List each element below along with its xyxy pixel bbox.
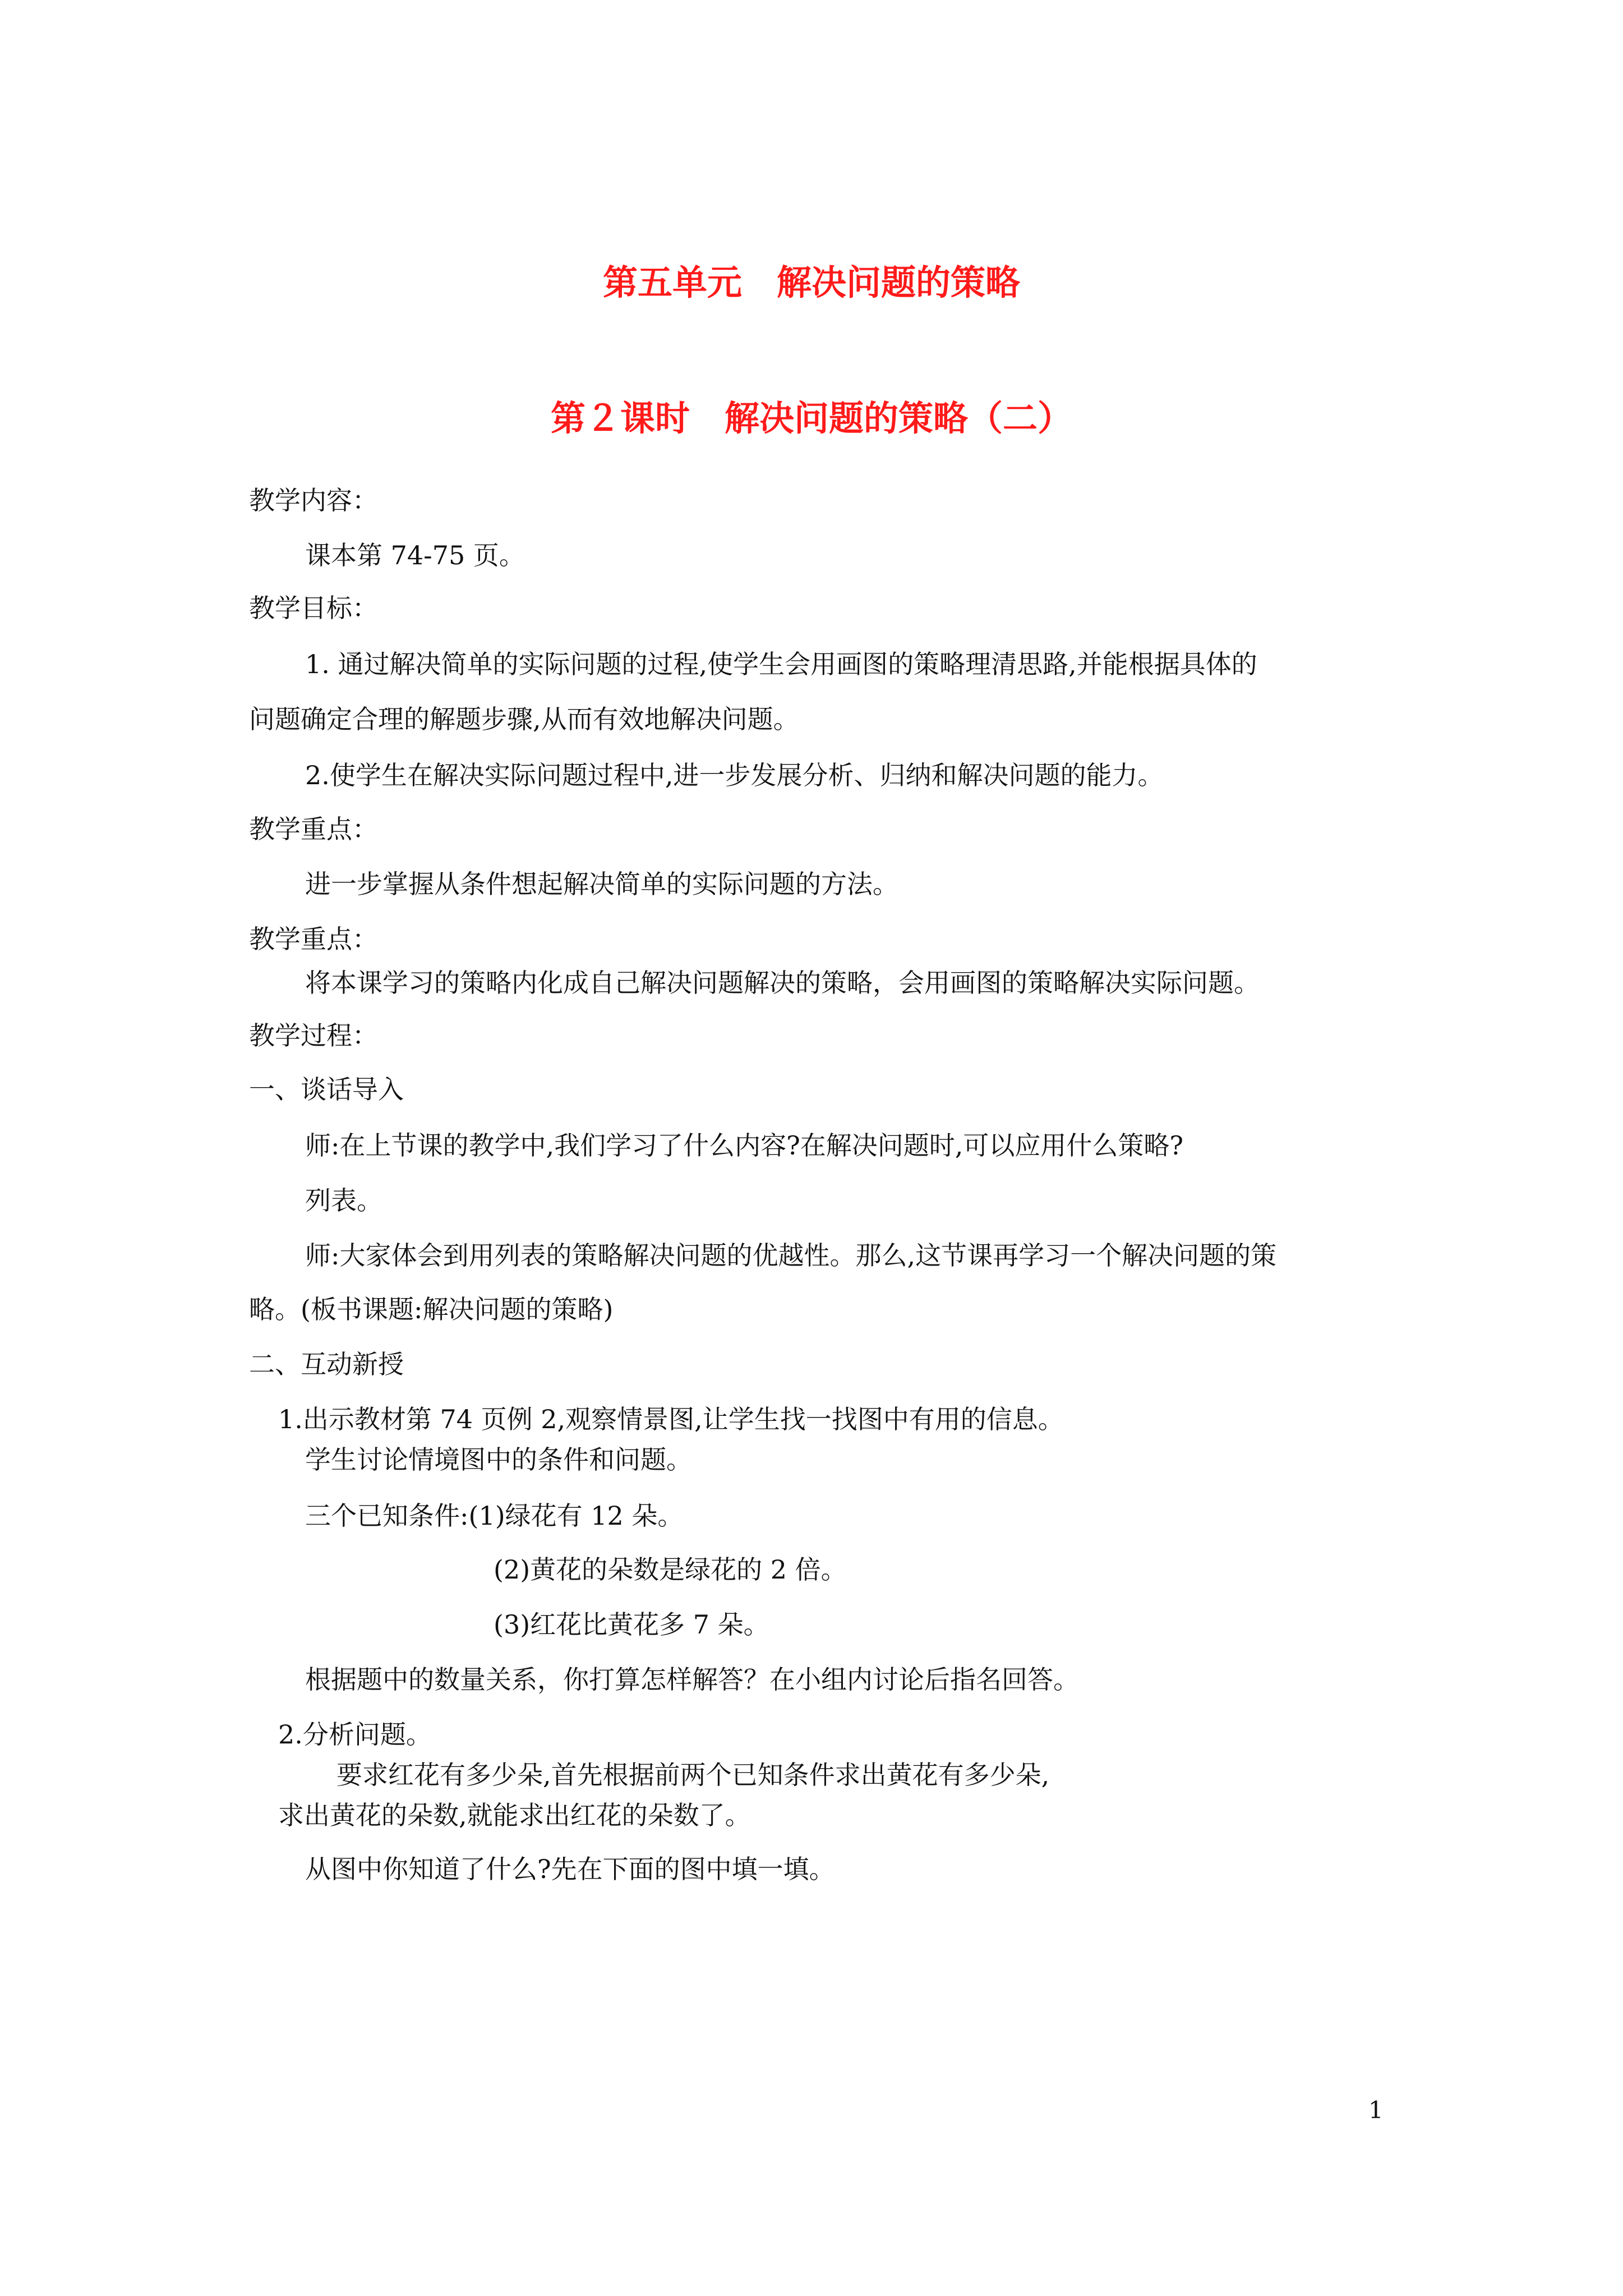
label-key-point-1: 教学重点： [249, 814, 378, 844]
label-teaching-process: 教学过程： [249, 1020, 378, 1051]
section-2-heading: 二、互动新授 [249, 1349, 404, 1379]
teacher-question-1: 师:在上节课的教学中,我们学习了什么内容?在解决问题时,可以应用什么策略? [305, 1130, 1184, 1161]
goal-1-line-1: 1. 通过解决简单的实际问题的过程,使学生会用画图的策略理清思路,并能根据具体的 [305, 649, 1257, 679]
step-2-line-2: 求出黄花的朵数,就能求出红花的朵数了。 [278, 1800, 751, 1830]
label-teaching-goals: 教学目标： [249, 593, 378, 623]
condition-1: 三个已知条件:(1)绿花有 12 朵。 [305, 1501, 684, 1531]
label-teaching-content: 教学内容： [249, 485, 378, 516]
fill-in-prompt: 从图中你知道了什么?先在下面的图中填一填。 [305, 1854, 835, 1884]
label-key-point-2: 教学重点： [249, 924, 378, 954]
teaching-content-text: 课本第 74-75 页。 [305, 540, 525, 570]
answer-1: 列表。 [305, 1185, 382, 1216]
key-point-1-text: 进一步掌握从条件想起解决简单的实际问题的方法。 [305, 869, 898, 899]
goal-1-line-2: 问题确定合理的解题步骤,从而有效地解决问题。 [249, 704, 799, 734]
teacher-remark-line-2: 略。(板书课题:解决问题的策略) [249, 1294, 614, 1324]
section-1-heading: 一、谈话导入 [249, 1074, 404, 1105]
condition-2: (2)黄花的朵数是绿花的 2 倍。 [494, 1554, 847, 1585]
lesson-title: 第２课时 解决问题的策略（二） [550, 398, 1072, 439]
step-1-sub: 学生讨论情境图中的条件和问题。 [305, 1444, 692, 1475]
step-2: 2.分析问题。 [278, 1719, 432, 1750]
page-number: 1 [1368, 2096, 1384, 2124]
unit-title: 第五单元 解决问题的策略 [602, 262, 1020, 303]
key-point-2-text: 将本课学习的策略内化成自己解决问题解决的策略，会用画图的策略解决实际问题。 [305, 968, 1260, 998]
step-2-line-1: 要求红花有多少朵,首先根据前两个已知条件求出黄花有多少朵, [336, 1760, 1050, 1790]
discussion-prompt: 根据题中的数量关系，你打算怎样解答？在小组内讨论后指名回答。 [305, 1664, 1079, 1695]
goal-2: 2.使学生在解决实际问题过程中,进一步发展分析、归纳和解决问题的能力。 [305, 760, 1164, 790]
condition-3: (3)红花比黄花多 7 朵。 [494, 1609, 769, 1640]
teacher-remark-line-1: 师:大家体会到用列表的策略解决问题的优越性。那么,这节课再学习一个解决问题的策 [305, 1240, 1277, 1271]
step-1: 1.出示教材第 74 页例 2,观察情景图,让学生找一找图中有用的信息。 [278, 1404, 1064, 1434]
